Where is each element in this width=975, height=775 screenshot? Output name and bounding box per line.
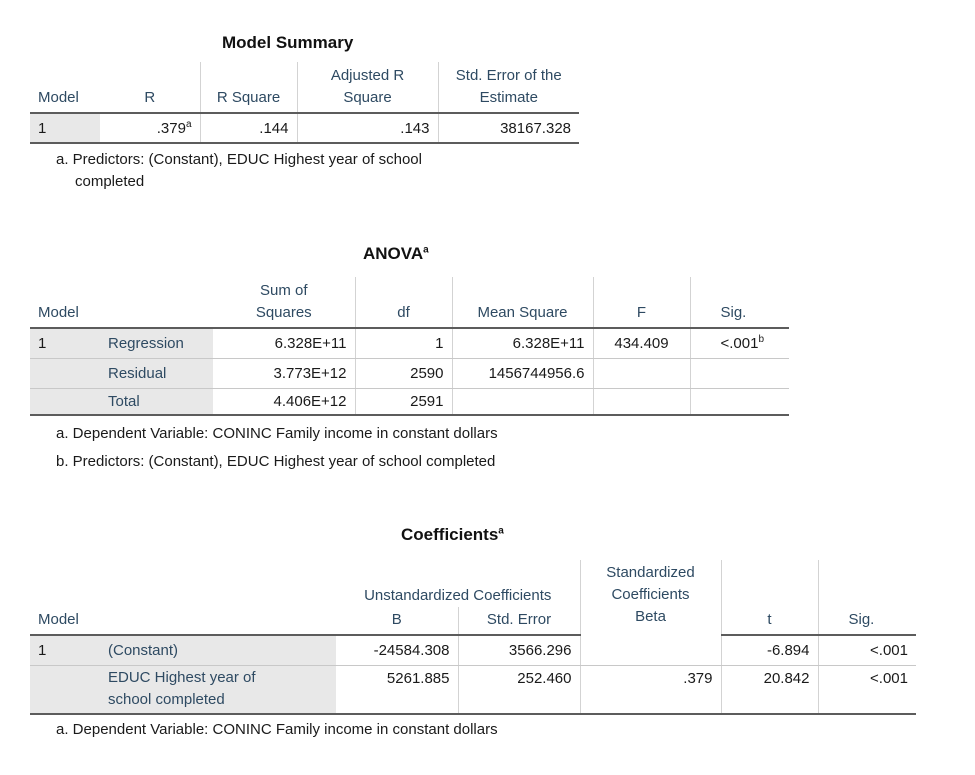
model-cell: 1 bbox=[30, 635, 100, 665]
col-header-beta: Beta bbox=[635, 608, 666, 625]
header-line: Squares bbox=[255, 304, 312, 321]
row-label bbox=[100, 665, 336, 714]
adj-r-square-cell: .143 bbox=[297, 113, 438, 143]
footnote-marker: a bbox=[185, 119, 192, 130]
table-row bbox=[30, 665, 916, 714]
sum-of-squares-cell: 6.328E+11 bbox=[213, 328, 355, 358]
footnote-text-continued: completed bbox=[75, 173, 145, 190]
header-spacer bbox=[818, 560, 916, 607]
df-cell: 2590 bbox=[355, 358, 452, 388]
col-header-t: t bbox=[721, 607, 818, 635]
mean-square-cell: 6.328E+11 bbox=[452, 328, 593, 358]
col-header-model: Model bbox=[30, 607, 100, 635]
model-summary-table bbox=[30, 62, 579, 144]
mean-square-cell: 1456744956.6 bbox=[452, 358, 593, 388]
col-header-r-square: R Square bbox=[200, 62, 297, 113]
b-cell: 5261.885 bbox=[336, 665, 458, 714]
mean-square-cell bbox=[452, 388, 593, 415]
footnote-marker: b bbox=[758, 334, 765, 346]
col-header-model: Model bbox=[30, 62, 100, 113]
col-header-model: Model bbox=[30, 277, 100, 328]
table-row bbox=[30, 113, 579, 143]
r-cell bbox=[100, 113, 200, 143]
r-value: .379 bbox=[156, 120, 186, 137]
header-spacer bbox=[30, 560, 100, 607]
sig-cell bbox=[690, 388, 789, 415]
sig-cell bbox=[690, 328, 789, 358]
footnote-a: a. Dependent Variable: CONINC Family income in constant dollars bbox=[56, 721, 498, 738]
coefficients-footnote bbox=[56, 719, 498, 741]
col-header-mean-square: Mean Square bbox=[452, 277, 593, 328]
col-header-r: R bbox=[100, 62, 200, 113]
col-header-df: df bbox=[355, 277, 452, 328]
table-row bbox=[30, 358, 789, 388]
col-header-sum-of-squares bbox=[213, 277, 355, 328]
footnote-marker: a bbox=[423, 244, 429, 256]
col-header-label bbox=[100, 277, 213, 328]
row-label-line: EDUC Highest year of bbox=[108, 669, 256, 687]
row-label: Regression bbox=[100, 328, 213, 358]
std-error-cell: 38167.328 bbox=[438, 113, 579, 143]
header-line: Square bbox=[343, 89, 392, 106]
t-cell: 20.842 bbox=[721, 665, 818, 714]
footnote-b: b. Predictors: (Constant), EDUC Highest year of school completed bbox=[56, 453, 496, 470]
header-line: Adjusted R bbox=[330, 67, 405, 84]
col-header-standardized bbox=[580, 560, 721, 635]
t-cell: -6.894 bbox=[721, 635, 818, 665]
row-label: (Constant) bbox=[100, 635, 336, 665]
header-spacer bbox=[100, 560, 336, 607]
df-cell: 1 bbox=[355, 328, 452, 358]
model-cell bbox=[30, 358, 100, 388]
table-row bbox=[30, 328, 789, 358]
coefficients-title-text: Coefficients bbox=[401, 525, 499, 544]
header-spacer bbox=[721, 560, 818, 607]
coefficients-title bbox=[401, 525, 504, 545]
anova-table bbox=[30, 277, 789, 416]
sig-cell: <.001 bbox=[818, 665, 916, 714]
anova-footnotes bbox=[56, 423, 498, 473]
table-row bbox=[30, 635, 916, 665]
col-header-std-error bbox=[438, 62, 579, 113]
model-cell bbox=[30, 665, 100, 714]
f-cell: 434.409 bbox=[593, 328, 690, 358]
sum-of-squares-cell: 3.773E+12 bbox=[213, 358, 355, 388]
df-cell: 2591 bbox=[355, 388, 452, 415]
col-header-sig: Sig. bbox=[690, 277, 789, 328]
col-header-label bbox=[100, 607, 336, 635]
footnote-marker: a bbox=[498, 525, 504, 537]
row-label: Residual bbox=[100, 358, 213, 388]
beta-cell bbox=[580, 635, 721, 665]
f-cell bbox=[593, 358, 690, 388]
model-summary-title: Model Summary bbox=[222, 33, 354, 52]
row-label-line: school completed bbox=[108, 691, 225, 709]
header-line: Estimate bbox=[479, 89, 538, 106]
footnote-a: a. Dependent Variable: CONINC Family income in constant dollars bbox=[56, 425, 498, 442]
sig-cell: <.001 bbox=[818, 635, 916, 665]
model-cell: 1 bbox=[30, 113, 100, 143]
sig-cell bbox=[690, 358, 789, 388]
anova-title bbox=[363, 244, 429, 264]
col-header-std-error: Std. Error bbox=[458, 607, 580, 635]
col-header-sig: Sig. bbox=[818, 607, 916, 635]
sum-of-squares-cell: 4.406E+12 bbox=[213, 388, 355, 415]
row-label: Total bbox=[100, 388, 213, 415]
header-line: Sum of bbox=[259, 282, 308, 299]
col-header-f: F bbox=[593, 277, 690, 328]
col-header-b: B bbox=[336, 607, 458, 635]
header-line: Coefficients bbox=[611, 586, 690, 603]
header-line: Standardized bbox=[606, 564, 695, 581]
model-cell bbox=[30, 388, 100, 415]
model-cell: 1 bbox=[30, 328, 100, 358]
coefficients-table bbox=[30, 560, 916, 715]
anova-title-text: ANOVA bbox=[363, 244, 424, 263]
footnote-text: a. Predictors: (Constant), EDUC Highest year of school bbox=[56, 151, 422, 168]
table-row bbox=[30, 388, 789, 415]
sig-value: <.001 bbox=[720, 335, 759, 353]
f-cell bbox=[593, 388, 690, 415]
r-square-cell: .144 bbox=[200, 113, 297, 143]
std-error-cell: 252.460 bbox=[458, 665, 580, 714]
col-header-adjusted-r-square bbox=[297, 62, 438, 113]
model-summary-footnote bbox=[56, 149, 422, 193]
b-cell: -24584.308 bbox=[336, 635, 458, 665]
header-line: Std. Error of the bbox=[455, 67, 562, 84]
col-header-unstandardized: Unstandardized Coefficients bbox=[364, 587, 552, 604]
beta-cell: .379 bbox=[580, 665, 721, 714]
std-error-cell: 3566.296 bbox=[458, 635, 580, 665]
